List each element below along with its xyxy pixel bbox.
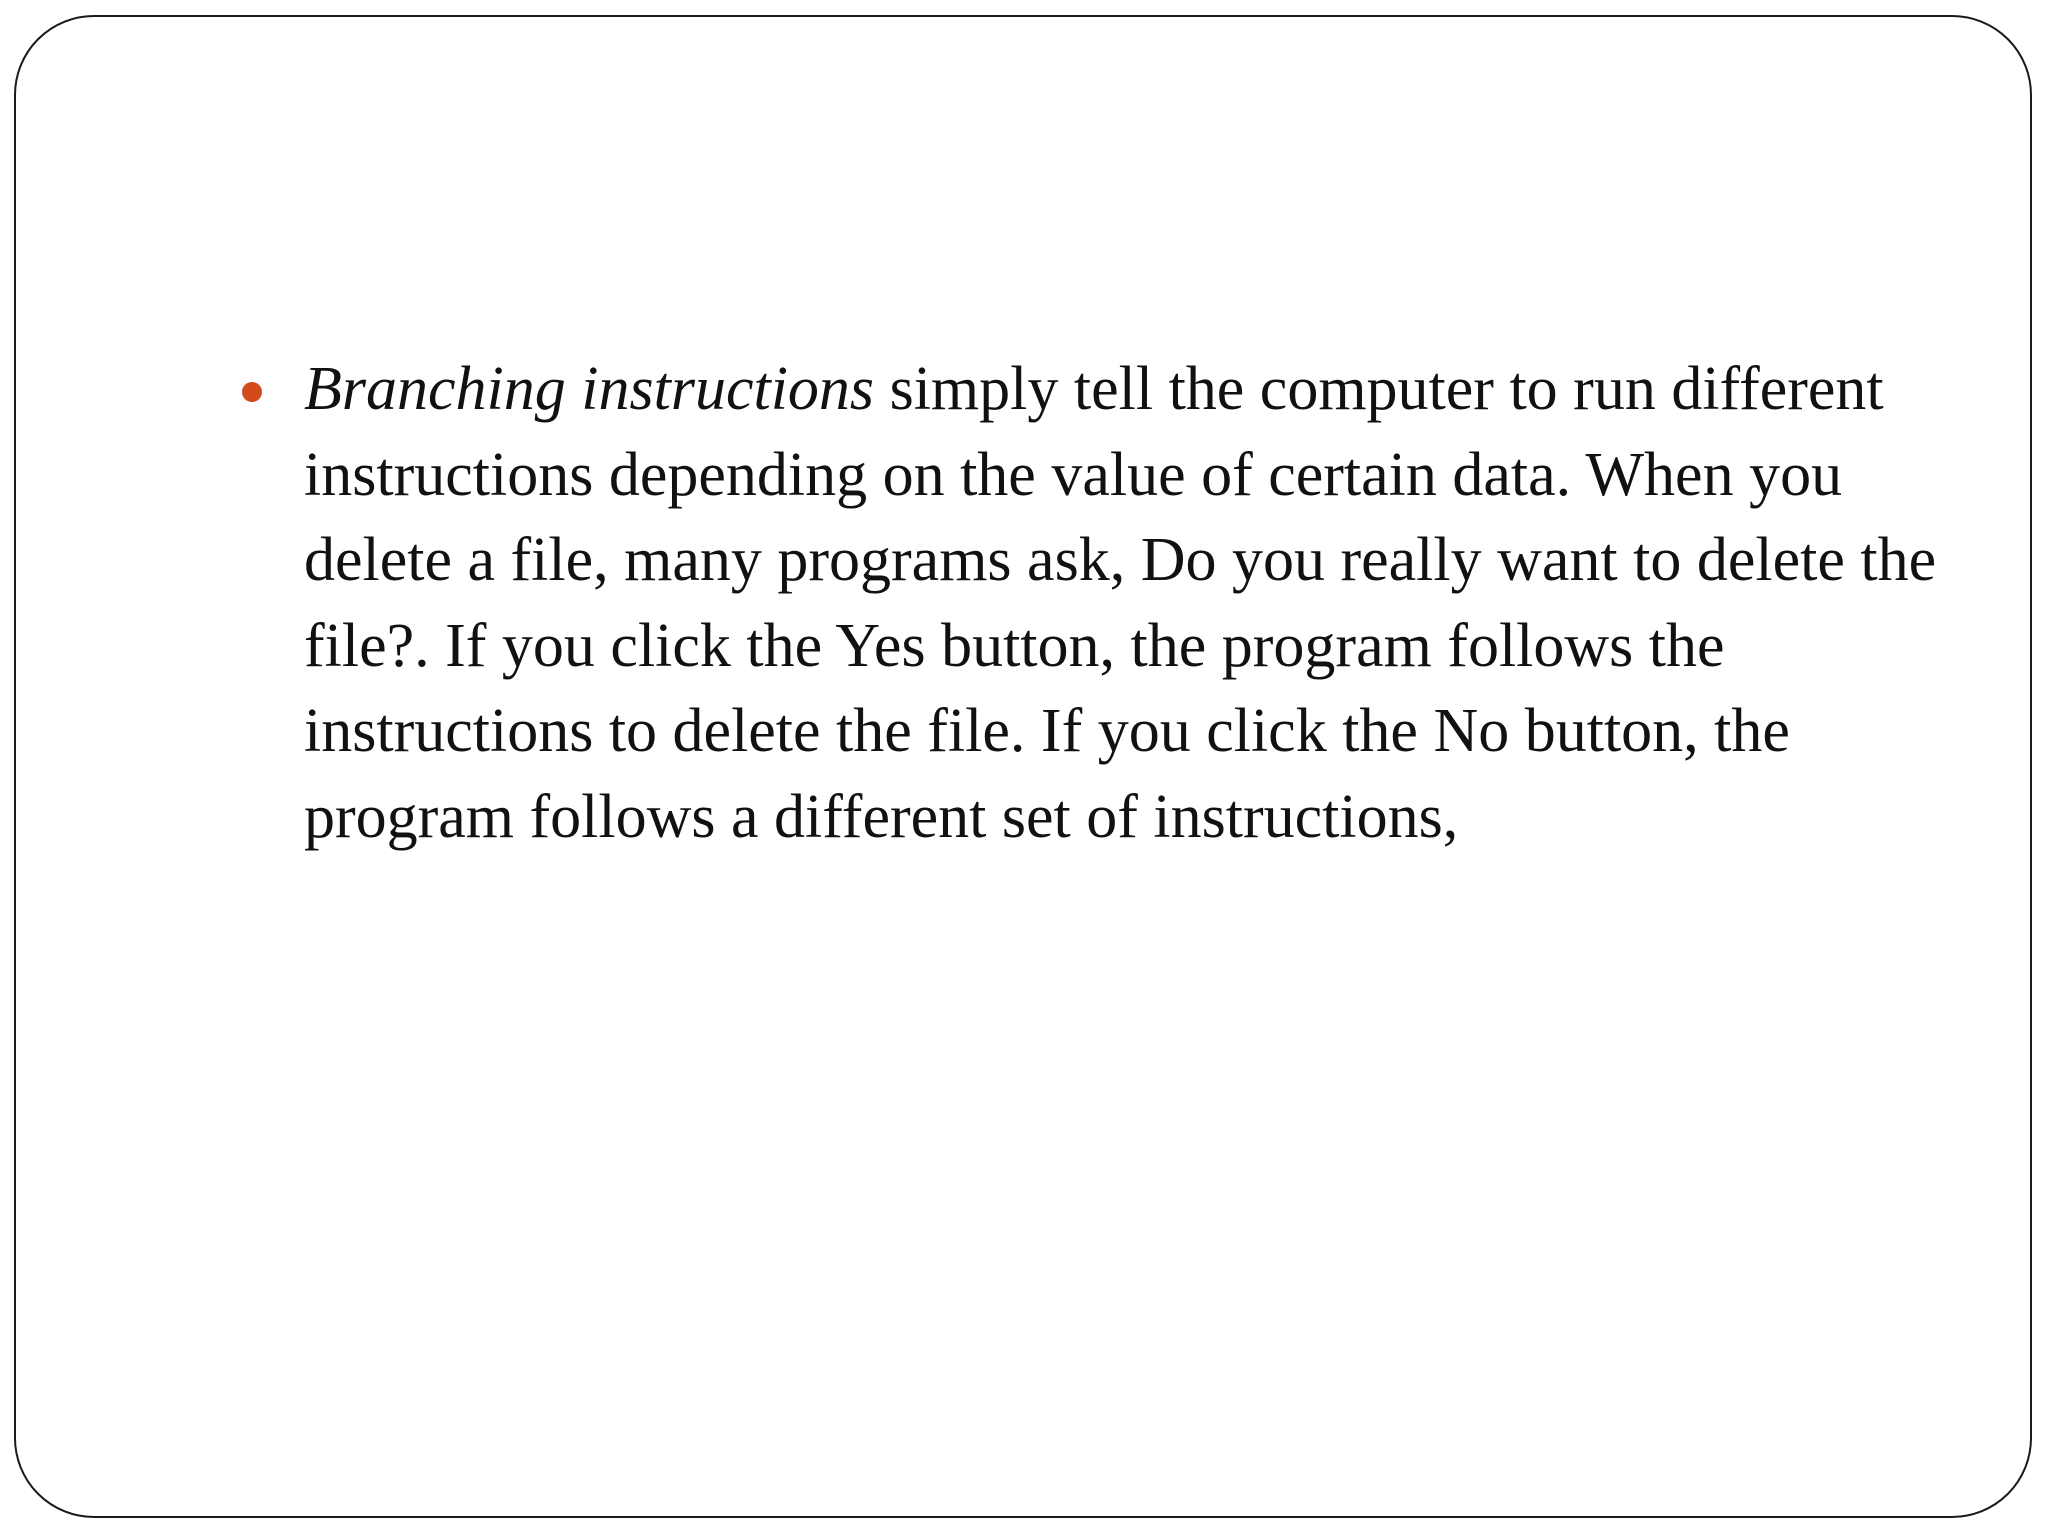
bullet-dot-icon [242, 382, 262, 402]
bullet-item [304, 347, 1944, 860]
bullet-term: Branching instructions [304, 355, 875, 423]
slide-frame [14, 15, 2032, 1518]
bullet-text: simply tell the computer to run different instructions depending on the value of certain data. When you delete a file, many programs ask, Do you really want to delete the file?. If you click the Yes button, the program follows the instructions to delete the file. If you click the No button, the program follows a different set of instructions, [304, 355, 1937, 851]
bullet-list [304, 347, 1944, 860]
